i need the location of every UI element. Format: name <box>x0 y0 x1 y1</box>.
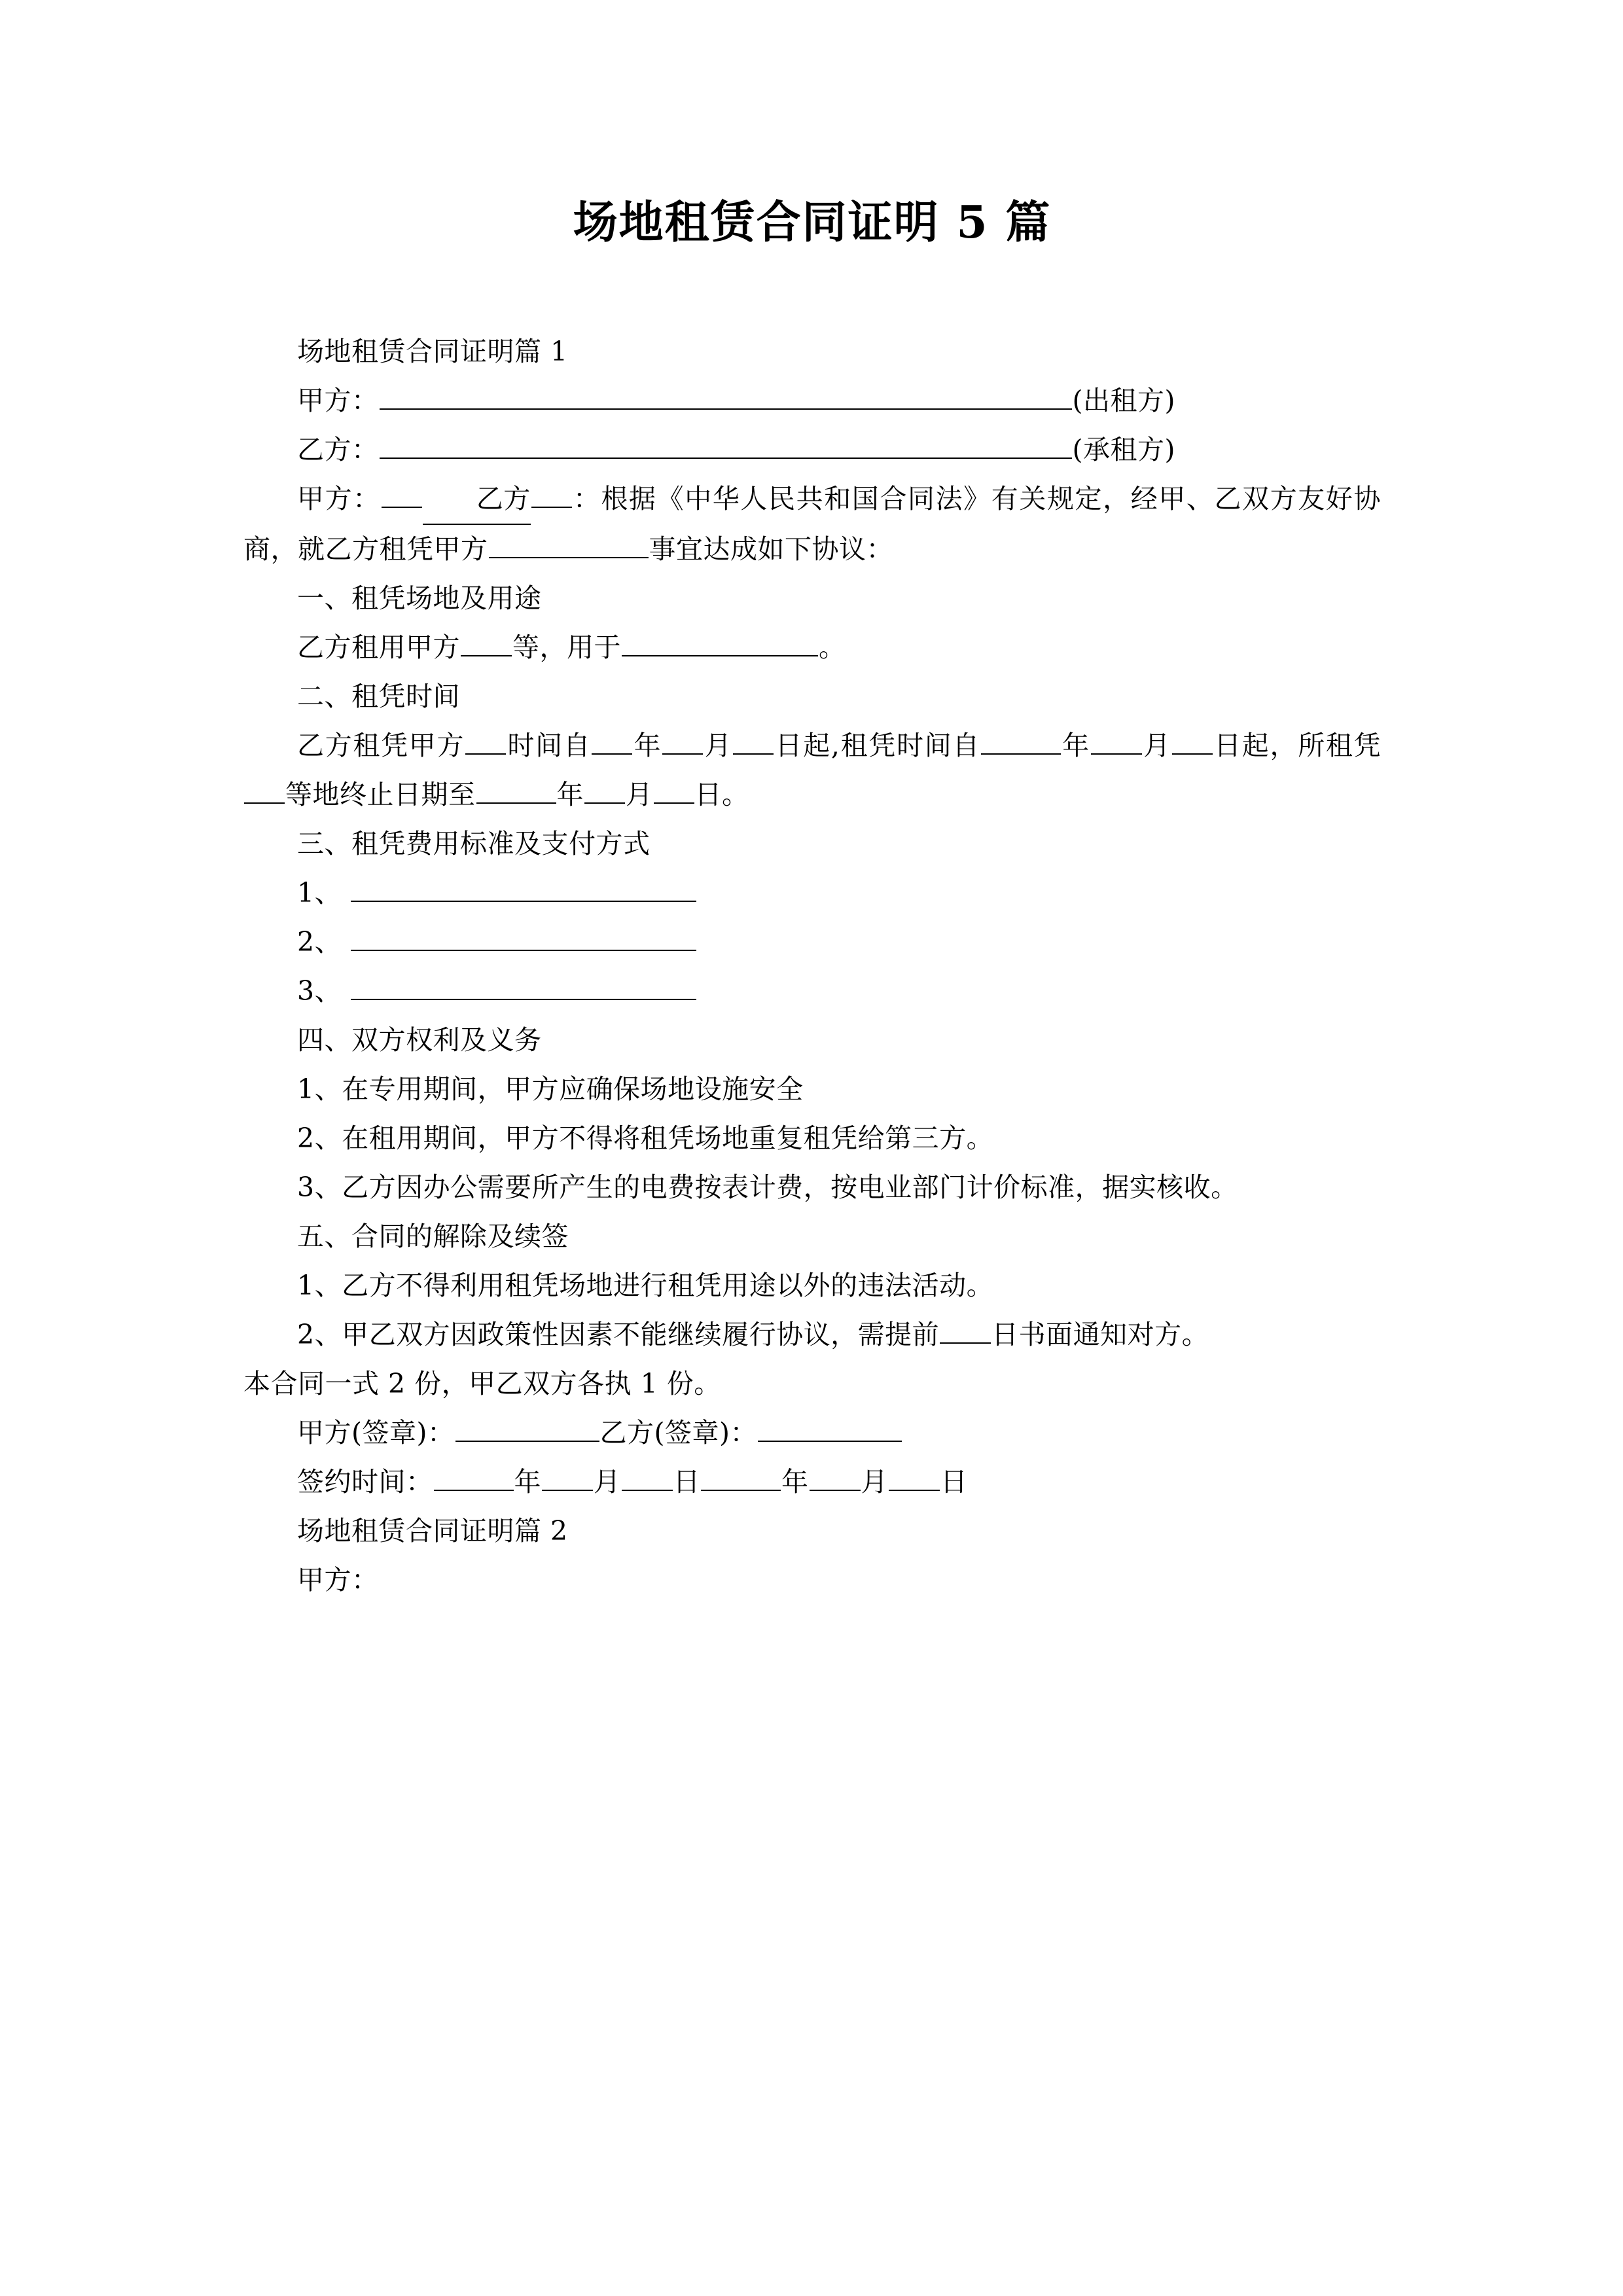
clause-1-blank-1[interactable] <box>461 628 512 656</box>
clause-2-body: 乙方租凭甲方 时间自 年 月 日起,租凭时间自 年 月 日起，所租凭等地终止日期至 年 月 日。 <box>243 721 1381 819</box>
party-b-label: 乙方： <box>297 433 379 465</box>
piece-2-party-a-line: 甲方： <box>297 1564 379 1596</box>
preamble-text: ：根据《中华人民共和国合同法》有关规定，经甲、乙双方友好协商，就乙方租凭甲方 <box>243 482 1381 565</box>
preamble-tail: 事宜达成如下协议： <box>649 533 893 565</box>
sign-party-a-blank[interactable] <box>455 1414 599 1441</box>
clause-5-notice-days-blank[interactable] <box>940 1316 991 1343</box>
clause-5-heading: 五、合同的解除及续签 <box>297 1220 569 1252</box>
party-b-blank[interactable] <box>380 431 1072 458</box>
clause-4-item-1: 1、在专用期间，甲方应确保场地设施安全 <box>297 1073 804 1105</box>
preamble-party-a-label: 甲方： <box>297 482 381 514</box>
clause-3-blank-1[interactable] <box>351 874 696 901</box>
preamble-blank-3[interactable] <box>489 530 649 558</box>
sign-day-1-blank[interactable] <box>622 1463 673 1490</box>
sign-party-b-blank[interactable] <box>758 1414 902 1441</box>
clause-2-blank-1[interactable] <box>465 726 506 754</box>
clause-3-item-2: 2、 <box>243 918 1381 967</box>
party-a-line <box>243 376 1381 425</box>
copies-line: 本合同一式 2 份，甲乙双方各执 1 份。 <box>243 1367 721 1399</box>
sign-day-2-blank[interactable] <box>889 1463 940 1490</box>
party-b-line <box>243 425 1381 475</box>
clause-4-item-3: 3、乙方因办公需要所产生的电费按表计费，按电业部门计价标准，据实核收。 <box>297 1171 1238 1203</box>
page-title: 场地租赁合同证明 5 篇 <box>573 196 1052 249</box>
clause-2-blank-11[interactable] <box>654 776 694 803</box>
clause-2-blank-5[interactable] <box>981 726 1061 754</box>
preamble-inline-party-b[interactable]: 乙方 <box>423 475 531 525</box>
clause-5-item-2: 2、甲乙双方因政策性因素不能继续履行协议，需提前 日书面通知对方。 <box>243 1310 1381 1359</box>
clause-1-blank-2[interactable] <box>622 628 818 656</box>
clause-2-blank-10[interactable] <box>584 776 625 803</box>
sign-month-1-blank[interactable] <box>542 1463 593 1490</box>
section-heading-piece-2: 场地租赁合同证明篇 2 <box>297 1515 568 1547</box>
party-a-blank[interactable] <box>380 382 1072 409</box>
sign-party-a-label: 甲方(签章)： <box>297 1416 455 1448</box>
clause-2-heading: 二、租凭时间 <box>297 680 460 712</box>
clause-3-item-3: 3、 <box>243 967 1381 1016</box>
clause-3-item-1: 1、 <box>243 869 1381 918</box>
clause-5-item-1: 1、乙方不得利用租凭场地进行租凭用途以外的违法活动。 <box>297 1269 994 1301</box>
clause-1-heading: 一、租凭场地及用途 <box>297 582 542 614</box>
clause-4-heading: 四、双方权利及义务 <box>297 1024 542 1056</box>
clause-2-blank-2[interactable] <box>592 726 632 754</box>
clause-2-blank-9[interactable] <box>476 776 556 803</box>
clause-4-item-2: 2、在租用期间，甲方不得将租凭场地重复租凭给第三方。 <box>297 1122 994 1154</box>
clause-1-body: 乙方租用甲方 等，用于 。 <box>243 623 1381 672</box>
document-body <box>243 327 1381 1605</box>
party-a-label: 甲方： <box>297 384 379 416</box>
sign-year-2-blank[interactable] <box>701 1463 781 1490</box>
sign-party-b-label: 乙方(签章)： <box>599 1416 757 1448</box>
signing-date-label: 签约时间： <box>297 1465 433 1498</box>
clause-3-heading: 三、租凭费用标准及支付方式 <box>297 827 651 859</box>
signature-line <box>243 1408 1381 1458</box>
clause-3-blank-2[interactable] <box>351 923 696 950</box>
document-content <box>243 0 1381 1605</box>
clause-2-blank-8[interactable] <box>244 776 285 803</box>
preamble-blank-2[interactable] <box>531 480 572 507</box>
preamble-paragraph <box>243 475 1381 574</box>
clause-2-blank-7[interactable] <box>1172 726 1213 754</box>
section-heading-piece-1: 场地租赁合同证明篇 1 <box>297 335 568 367</box>
sign-year-1-blank[interactable] <box>434 1463 514 1490</box>
preamble-blank-1[interactable] <box>382 480 422 507</box>
clause-2-blank-3[interactable] <box>662 726 703 754</box>
party-b-suffix: (承租方) <box>1072 433 1175 465</box>
sign-month-2-blank[interactable] <box>810 1463 861 1490</box>
clause-3-blank-3[interactable] <box>351 972 696 999</box>
clause-2-blank-6[interactable] <box>1091 726 1142 754</box>
clause-2-blank-4[interactable] <box>733 726 774 754</box>
party-a-suffix: (出租方) <box>1072 384 1175 416</box>
signing-date-line: 签约时间： 年 月 日 年 月 日 <box>243 1458 1381 1507</box>
